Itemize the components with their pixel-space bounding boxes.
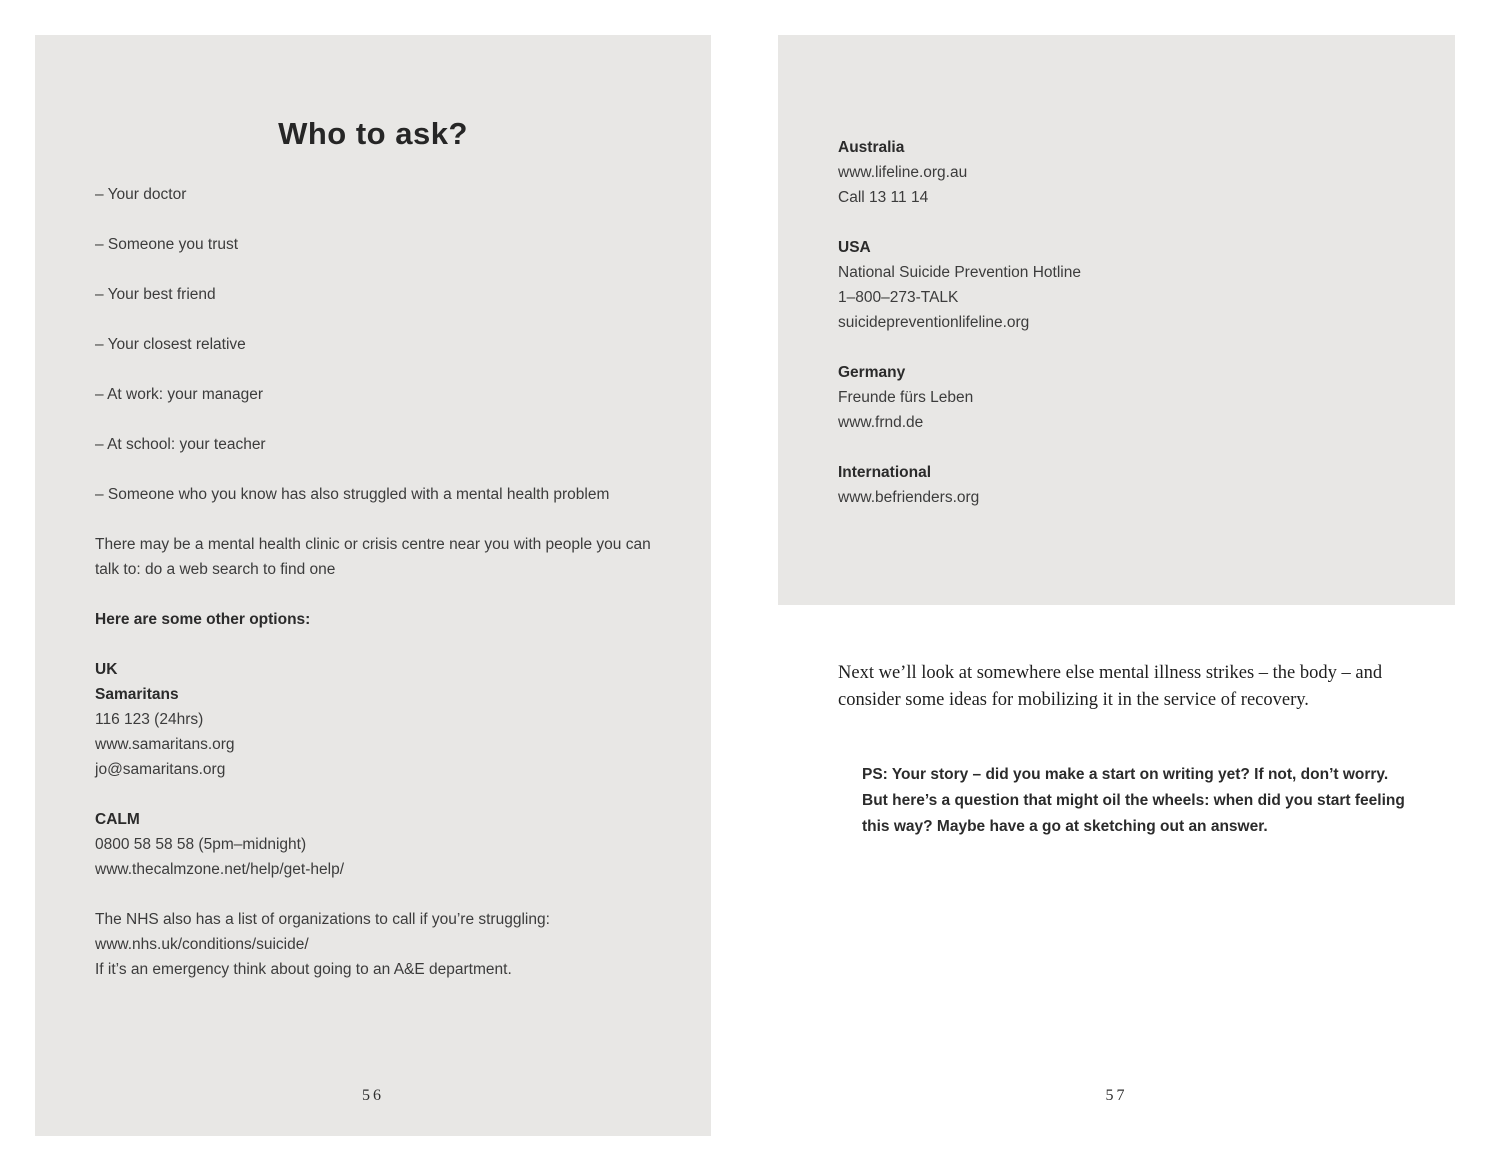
nhs-line: The NHS also has a list of organizations to call if you’re struggling:: [95, 911, 550, 928]
website-line: www.befrienders.org: [838, 489, 980, 506]
nhs-url: www.nhs.uk/conditions/suicide/: [95, 936, 309, 953]
clinic-note: There may be a mental health clinic or crisis centre near you with people you can talk to: do a web search to find one: [95, 536, 651, 578]
calm-helpline: [95, 807, 651, 882]
org-line: National Suicide Prevention Hotline: [838, 264, 1081, 281]
country-heading: USA: [838, 239, 871, 256]
email-line: jo@samaritans.org: [95, 761, 226, 778]
hotline-group-usa: [838, 235, 1395, 335]
page-title: Who to ask?: [278, 116, 468, 151]
phone-line: 0800 58 58 58 (5pm–midnight): [95, 836, 307, 853]
website-line: www.lifeline.org.au: [838, 164, 968, 181]
org-name: Samaritans: [95, 686, 179, 703]
nhs-line: If it’s an emergency think about going to an A&E department.: [95, 961, 512, 978]
list-item: – Someone you trust: [95, 236, 239, 253]
list-item: – At work: your manager: [95, 386, 263, 403]
hotline-group-australia: [838, 135, 1395, 210]
nhs-note: [95, 907, 651, 982]
list-item: – Your closest relative: [95, 336, 246, 353]
who-to-ask-list: [95, 182, 651, 507]
org-name: CALM: [95, 811, 140, 828]
page-number-left: 56: [362, 1087, 384, 1104]
options-heading: Here are some other options:: [95, 611, 311, 628]
ps-note: PS: Your story – did you make a start on writing yet? If not, don’t worry. But here’s a question that might oil the wheels: when did you start feeling this way? Maybe have a go at sketching out an answer.: [862, 766, 1405, 835]
website-line: www.frnd.de: [838, 414, 924, 431]
next-chapter-paragraph: Next we’ll look at somewhere else mental illness strikes – the body – and consider some ideas for mobilizing it in the service of recovery.: [838, 663, 1383, 710]
phone-line: 116 123 (24hrs): [95, 711, 204, 728]
phone-line: 1–800–273-TALK: [838, 289, 959, 306]
country-heading: Germany: [838, 364, 906, 381]
website-line: www.thecalmzone.net/help/get-help/: [95, 861, 345, 878]
country-heading: Australia: [838, 139, 905, 156]
page-number-right: 57: [1105, 1087, 1128, 1104]
hotline-group-germany: [838, 360, 1395, 435]
left-page-panel: [35, 35, 711, 1136]
list-item: – Your doctor: [95, 186, 187, 203]
website-line: www.samaritans.org: [95, 736, 235, 753]
uk-helplines: [95, 657, 651, 782]
list-item: – At school: your teacher: [95, 436, 266, 453]
phone-line: Call 13 11 14: [838, 189, 929, 206]
list-item: – Someone who you know has also struggled with a mental health problem: [95, 486, 610, 503]
website-line: suicidepreventionlifeline.org: [838, 314, 1030, 331]
org-line: Freunde fürs Leben: [838, 389, 974, 406]
hotline-group-international: [838, 460, 1395, 510]
country-heading: UK: [95, 661, 118, 678]
right-page-panel: [778, 35, 1455, 605]
country-heading: International: [838, 464, 932, 481]
list-item: – Your best friend: [95, 286, 216, 303]
